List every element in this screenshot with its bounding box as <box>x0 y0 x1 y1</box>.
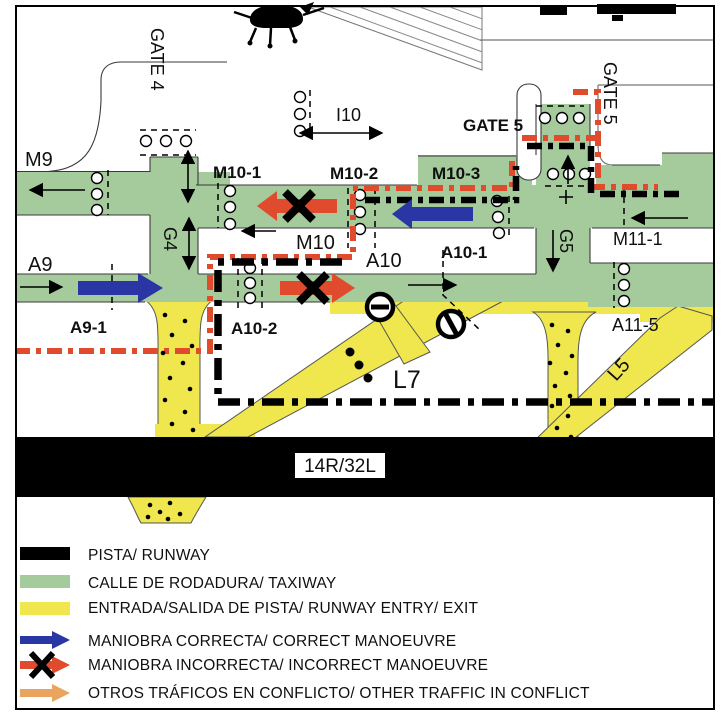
legend-label-taxiway: CALLE DE RODADURA/ TAXIWAY <box>88 575 337 592</box>
legend-label-runway: PISTA/ RUNWAY <box>88 547 211 564</box>
legend-swatch-taxiway <box>20 575 70 588</box>
legend <box>20 547 590 702</box>
no-entry-sign-l7-a <box>367 294 393 320</box>
label-m10: M10 <box>296 232 335 254</box>
legend-swatch-entry <box>20 602 70 615</box>
legend-arrow-conflict <box>20 684 70 702</box>
label-a10: A10 <box>366 250 402 272</box>
runway-designator <box>294 452 386 479</box>
legend-label-correct: MANIOBRA CORRECTA/ CORRECT MANOEUVRE <box>88 633 457 650</box>
label-m10-1: M10-1 <box>213 163 262 182</box>
stop-bar-i10 <box>295 90 311 137</box>
label-a10-1: A10-1 <box>441 243 488 262</box>
label-g4: G4 <box>160 227 180 252</box>
legend-swatch-runway <box>20 547 70 560</box>
label-a9-1: A9-1 <box>70 318 107 337</box>
label-gate4: GATE 4 <box>147 28 167 91</box>
taxiway-surfaces <box>16 104 714 307</box>
gate4-stand-outline <box>48 62 227 172</box>
entry-strip-a9-1 <box>145 300 213 437</box>
label-m10-2: M10-2 <box>330 164 379 183</box>
label-l5: L5 <box>603 354 635 386</box>
label-a10-2: A10-2 <box>231 319 278 338</box>
label-m10-3: M10-3 <box>432 164 481 183</box>
legend-label-conflict: OTROS TRÁFICOS EN CONFLICTO/ OTHER TRAFFIC IN CONFLICT <box>88 685 590 702</box>
taxiway-a11 <box>588 263 714 307</box>
legend-arrow-incorrect <box>20 653 70 677</box>
label-gate5: GATE 5 <box>463 116 524 135</box>
aircraft-icon <box>234 2 324 49</box>
legend-arrow-correct <box>20 631 70 649</box>
label-l7: L7 <box>393 366 421 394</box>
legend-label-entry: ENTRADA/SALIDA DE PISTA/ RUNWAY ENTRY/ EXIT <box>88 600 479 617</box>
runway-label: 14R/32L <box>304 456 376 477</box>
legend-label-incorrect: MANIOBRA INCORRECTA/ INCORRECT MANOEUVRE <box>88 657 489 674</box>
no-entry-sign-l7-b <box>438 311 464 337</box>
label-i10: I10 <box>336 105 362 125</box>
label-gate5-side: GATE 5 <box>600 62 620 125</box>
label-g5: G5 <box>556 229 576 254</box>
label-a9: A9 <box>28 254 53 276</box>
label-a11-5: A11-5 <box>612 315 659 335</box>
label-m11-1: M11-1 <box>613 229 663 249</box>
label-m9: M9 <box>25 149 53 171</box>
